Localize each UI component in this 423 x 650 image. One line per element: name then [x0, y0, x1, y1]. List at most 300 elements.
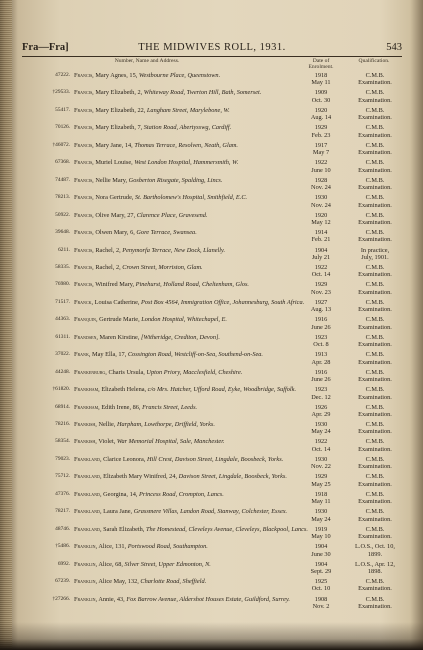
- entry-mark: †: [52, 90, 56, 96]
- entry-qualification: [342, 212, 408, 227]
- entry-date-day: Dec. 12: [311, 393, 331, 401]
- entry-number: [22, 351, 70, 358]
- entry-given-name: Rachel, 2,: [95, 246, 121, 254]
- entry-number: [22, 508, 70, 515]
- entry-given-name: May Ella, 17,: [92, 351, 127, 359]
- entry-qualification: [342, 421, 408, 436]
- entry-date-day: July 21: [311, 253, 331, 261]
- entry-date-day: Oct. 14: [311, 271, 331, 279]
- entry-qualification: [342, 351, 408, 366]
- entry-address: Thomas Terrace, Resolven, Neath, Glam.: [134, 141, 238, 149]
- entry-qualification: [342, 177, 408, 192]
- entry-surname: Francis,: [74, 246, 94, 254]
- entry-name-address: [74, 369, 316, 376]
- entry-address: War Memorial Hospital, Sale, Manchester.: [116, 438, 225, 446]
- entry-number: [22, 491, 70, 498]
- entry-address: Upton Priory, Macclesfield, Cheshire.: [146, 368, 243, 376]
- entry-surname: Francis,: [74, 176, 94, 184]
- column-header-name: Number, Name and Address.: [114, 58, 180, 64]
- entry-qualification-line2: Examination.: [358, 498, 392, 506]
- entry-date-year: 1930: [314, 455, 328, 463]
- entry-qualification-line2: Examination.: [358, 114, 392, 122]
- entry-address: Penymorfa Terrace, New Dock, Llanelly.: [122, 246, 226, 254]
- entry-surname: Frankenburg,: [74, 368, 107, 376]
- entry-date-year: 1918: [314, 72, 328, 79]
- entry-number: [22, 247, 70, 254]
- entry-number-value: 79023.: [55, 455, 70, 462]
- entry-qualification-line1: C.M.B.: [365, 490, 385, 498]
- entry-number-value: 61311.: [55, 333, 70, 340]
- entry-qualification: [342, 89, 408, 104]
- entry-qualification: [342, 159, 408, 174]
- entry-surname: Frankish,: [74, 438, 97, 446]
- entry-date: [303, 194, 339, 209]
- entry-number: [22, 421, 70, 428]
- entry-mark: †: [52, 142, 56, 148]
- entry-date: [303, 456, 339, 471]
- entry-qualification-line1: C.M.B.: [365, 421, 385, 428]
- entry-date-day: Oct. 30: [311, 96, 331, 104]
- entry-number: [22, 596, 70, 603]
- entry-surname: Franklin,: [74, 578, 98, 586]
- entry-number: [22, 89, 70, 96]
- entry-number-value: 67239.: [55, 578, 70, 585]
- entry-number-value: 58354.: [55, 438, 70, 445]
- entry-qualification-line2: Examination.: [358, 306, 392, 314]
- entry-number: [22, 142, 70, 149]
- entry-date: [303, 72, 339, 87]
- entry-address: Princess Road, Crompton, Lancs.: [139, 490, 224, 498]
- entry-name-address: [74, 107, 316, 114]
- entry-qualification-line2: Examination.: [358, 393, 392, 401]
- entry-name-address: [74, 124, 316, 131]
- entry-given-name: Laura Jane,: [103, 508, 133, 516]
- entry-date: [303, 473, 339, 488]
- entry-address: Hill Crest, Davison Street, Lingdale, Boosbeck, Yorks.: [147, 455, 284, 463]
- entry-qualification: [342, 142, 408, 157]
- entry-date: [303, 386, 339, 401]
- entry-date-year: 1925: [314, 578, 328, 586]
- entry-qualification: [342, 72, 408, 87]
- entry-date-year: 1904: [314, 560, 328, 568]
- column-header-qualification: Qualification.: [358, 58, 390, 64]
- entry-number: [22, 194, 70, 201]
- entry-date: [303, 159, 339, 174]
- entry-date-year: 1922: [314, 263, 328, 271]
- entry-qualification-line2: Examination.: [358, 410, 392, 418]
- entry-qualification-line1: C.M.B.: [365, 508, 385, 516]
- entry-name-address: [74, 89, 316, 96]
- entry-surname: Francis,: [74, 106, 94, 114]
- entry-address: Portswood Road, Southampton.: [127, 543, 208, 551]
- entry-date-day: Nov. 24: [311, 184, 331, 192]
- entry-date: [303, 124, 339, 139]
- entry-given-name: Alice May, 132,: [98, 578, 139, 586]
- entry-surname: Frankham,: [74, 386, 100, 394]
- entry-date-year: 1923: [314, 333, 328, 341]
- entry-qualification: [342, 596, 408, 611]
- entry-qualification-line1: C.M.B.: [365, 106, 385, 114]
- entry-date-day: June 26: [311, 376, 331, 384]
- entry-given-name: Muriel Louise,: [95, 159, 133, 167]
- entry-given-name: Georgina, 14,: [103, 490, 138, 498]
- entry-qualification-line1: C.M.B.: [365, 281, 385, 289]
- entry-address: London Hospital, Whitechapel, E.: [141, 316, 227, 324]
- entry-surname: Frankland,: [74, 525, 102, 533]
- entry-given-name: Mary Agnes, 15,: [95, 72, 138, 79]
- entry-number-value: 68914.: [55, 403, 70, 410]
- entry-surname: Frankish,: [74, 421, 97, 428]
- entry-date-year: 1908: [314, 595, 328, 603]
- entry-date: [303, 281, 339, 296]
- entry-date-year: 1929: [314, 473, 328, 481]
- entry-date-day: Nov. 2: [312, 602, 330, 610]
- entry-address: Post Box 4564, Immigration Office, Johannesburg, South Africa.: [141, 298, 305, 306]
- entry-address: Davison Street, Lingdale, Boosbeck, Yorks.: [178, 473, 287, 481]
- roll-entry: [22, 596, 406, 618]
- entry-given-name: Elizabeth Mary Winifred, 24,: [103, 473, 178, 481]
- entry-date: [303, 264, 339, 279]
- entry-date-year: 1926: [314, 403, 328, 411]
- entry-qualification-line2: Examination.: [358, 480, 392, 488]
- entry-surname: Franklin,: [74, 560, 98, 568]
- entry-name-address: [74, 299, 316, 306]
- entry-date: [303, 334, 339, 349]
- page-number: 543: [386, 42, 402, 53]
- entry-date-day: Aug. 13: [310, 306, 332, 314]
- entry-date-day: May 11: [311, 498, 331, 506]
- entry-qualification-line2: 1898.: [367, 568, 383, 575]
- entry-number: [22, 473, 70, 480]
- entry-date-day: June 30: [311, 550, 331, 558]
- entry-number: [22, 177, 70, 184]
- entry-date-year: 1916: [314, 316, 328, 324]
- entry-number-value: 47222.: [55, 72, 70, 78]
- entry-given-name: Gertrude Marie,: [99, 316, 140, 324]
- entry-qualification: [342, 369, 408, 384]
- entry-date-day: Aug. 14: [310, 114, 332, 122]
- entry-date-year: 1904: [314, 543, 328, 551]
- entry-given-name: Nellie Mary,: [95, 176, 128, 184]
- entry-name-address: [74, 72, 316, 79]
- entry-name-address: [74, 316, 316, 323]
- entry-qualification: [342, 473, 408, 488]
- entry-address: Gore Terrace, Swansea.: [136, 229, 197, 237]
- entry-name-address: [74, 142, 316, 149]
- entry-qualification-line2: Examination.: [358, 463, 392, 471]
- entry-address: [Witheridge, Crediton, Devon].: [141, 333, 220, 341]
- entry-number: [22, 386, 70, 393]
- entry-date: [303, 561, 339, 576]
- entry-qualification-line1: C.M.B.: [365, 298, 385, 306]
- entry-date-day: Nov. 24: [311, 201, 331, 209]
- entry-mark: †: [52, 387, 56, 393]
- entry-number-value: 50922.: [55, 211, 70, 218]
- entry-number-value: 75712.: [55, 473, 70, 480]
- entry-date-day: Feb. 21: [311, 236, 331, 244]
- entry-address: The Homestead, Cleveleys Avenue, Cleveleys, Blackpool, Lancs.: [145, 525, 308, 533]
- entry-date: [303, 351, 339, 366]
- entry-number: [22, 159, 70, 166]
- entry-name-address: [74, 194, 316, 201]
- entry-number: [22, 561, 70, 568]
- entry-date-year: 1920: [314, 106, 328, 114]
- entry-name-address: [74, 561, 316, 568]
- entry-qualification-line1: C.M.B.: [365, 368, 385, 376]
- entry-name-address: [74, 596, 316, 603]
- entry-date-year: 1928: [314, 176, 328, 184]
- entry-surname: Francis,: [74, 211, 94, 219]
- entry-name-address: [74, 247, 316, 254]
- entry-date: [303, 107, 339, 122]
- entry-date-day: Nov. 23: [311, 288, 331, 296]
- entry-surname: Francis,: [74, 194, 94, 202]
- entry-qualification: [342, 299, 408, 314]
- entry-qualification-line2: Examination.: [358, 184, 392, 192]
- entry-number-value: 46072.: [55, 141, 70, 148]
- entry-qualification: [342, 561, 408, 576]
- entry-name-address: [74, 159, 316, 166]
- entry-address: Gosberton Risegate, Spalding, Lincs.: [128, 176, 223, 184]
- entry-date-year: 1919: [314, 525, 328, 533]
- entry-address: Whiteway Road, Twerton Hill, Bath, Somerset.: [143, 89, 262, 97]
- entry-number-value: 71517.: [55, 298, 70, 305]
- entry-date-year: 1913: [314, 351, 328, 359]
- entry-date-year: 1918: [314, 490, 328, 498]
- entry-name-address: [74, 473, 316, 480]
- entry-name-address: [74, 421, 316, 428]
- entry-number: [22, 334, 70, 341]
- entry-qualification-line2: Examination.: [358, 358, 392, 366]
- entry-name-address: [74, 543, 316, 550]
- entry-date-year: 1930: [314, 508, 328, 516]
- entry-number: [22, 124, 70, 131]
- entry-surname: Francis,: [74, 141, 94, 149]
- entry-date-year: 1909: [314, 89, 328, 97]
- entry-address: St. Bartholomew's Hospital, Smithfield, E.C.: [135, 194, 248, 202]
- entry-qualification-line2: Examination.: [358, 271, 392, 279]
- entry-qualification-line2: Examination.: [358, 131, 392, 139]
- entry-qualification-line2: Examination.: [358, 376, 392, 384]
- entry-date: [303, 142, 339, 157]
- entry-date: [303, 543, 339, 558]
- entry-given-name: Mary Jane, 14,: [95, 141, 133, 149]
- entry-qualification-line1: C.M.B.: [365, 595, 385, 603]
- entry-number: [22, 404, 70, 411]
- entry-date: [303, 212, 339, 227]
- entry-qualification-line1: C.M.B.: [365, 229, 385, 237]
- entry-number: [22, 456, 70, 463]
- entry-date: [303, 316, 339, 331]
- entry-qualification-line2: Examination.: [358, 602, 392, 610]
- entry-qualification: [342, 578, 408, 593]
- entry-qualification-line2: Examination.: [358, 515, 392, 523]
- entry-qualification-line2: Examination.: [358, 323, 392, 331]
- entry-address: Harpham, Lowthorpe, Driffield, Yorks.: [116, 421, 215, 428]
- entry-qualification: [342, 124, 408, 139]
- entry-qualification-line2: Examination.: [358, 201, 392, 209]
- entry-qualification-line2: 1899.: [367, 550, 383, 558]
- entry-date-day: Oct. 14: [311, 445, 331, 453]
- entry-date-year: 1914: [314, 229, 328, 237]
- entry-date-year: 1930: [314, 194, 328, 202]
- entry-qualification-line2: Examination.: [358, 445, 392, 453]
- entry-address: Francis Street, Leeds.: [142, 403, 198, 411]
- entry-qualification: [342, 386, 408, 401]
- entry-number-value: 74487.: [55, 176, 70, 183]
- entry-date-year: 1922: [314, 159, 328, 167]
- entry-number-value: 70126.: [55, 124, 70, 131]
- entry-number-value: 27266.: [55, 595, 70, 602]
- entry-date-day: May 12: [311, 219, 331, 226]
- entry-number-value: 39648.: [55, 229, 70, 236]
- entry-given-name: Alice, 131,: [98, 543, 127, 551]
- entry-date-day: Apr. 28: [311, 358, 331, 366]
- entry-number: [22, 229, 70, 236]
- entry-address: Charlotte Road, Sheffield.: [140, 578, 207, 586]
- entry-name-address: [74, 264, 316, 271]
- entry-qualification: [342, 438, 408, 453]
- entry-date-day: Oct. 10: [311, 585, 331, 593]
- entry-qualification-line1: C.M.B.: [365, 316, 385, 324]
- entry-mark: †: [52, 596, 56, 602]
- entry-qualification: [342, 491, 408, 506]
- entry-given-name: Mary Elizabeth, 7,: [95, 124, 143, 132]
- entry-date: [303, 438, 339, 453]
- entry-qualification-line1: L.O.S., Oct. 10,: [355, 543, 395, 551]
- entry-given-name: Charis Ursula,: [108, 368, 145, 376]
- entry-name-address: [74, 281, 316, 288]
- entry-given-name: Maren Kirstine,: [99, 333, 140, 341]
- entry-number: [22, 264, 70, 271]
- entry-address: Silver Street, Upper Edmonton, N.: [124, 560, 211, 568]
- entry-number: [22, 369, 70, 376]
- entry-date-year: 1929: [314, 124, 328, 132]
- entry-qualification: [342, 508, 408, 523]
- entry-date-year: 1923: [314, 386, 328, 394]
- entry-surname: Franck,: [74, 298, 94, 306]
- entry-qualification-line1: C.M.B.: [365, 72, 385, 79]
- entry-surname: Frandsen,: [74, 333, 98, 341]
- entry-address: Westbourne Place, Queenstown.: [138, 72, 221, 79]
- entry-qualification-line1: L.O.S., Apr. 12,: [355, 560, 395, 568]
- entry-number-value: 76980.: [55, 281, 70, 288]
- entry-surname: Francis,: [74, 281, 94, 289]
- entry-date: [303, 596, 339, 611]
- entry-date-day: June 26: [311, 323, 331, 331]
- page-header: [22, 42, 402, 56]
- entry-given-name: Sarah Elizabeth,: [103, 525, 145, 533]
- entry-date-day: Sept. 29: [310, 568, 332, 575]
- entry-given-name: Mary Elizabeth, 22,: [95, 106, 146, 114]
- entry-given-name: Mary Elizabeth, 2,: [95, 89, 143, 97]
- entry-number-value: 61820.: [55, 386, 70, 393]
- entry-surname: Francis,: [74, 124, 94, 132]
- entry-name-address: [74, 351, 316, 358]
- entry-name-address: [74, 508, 316, 515]
- entry-number-value: 78217.: [55, 508, 70, 515]
- entry-date: [303, 508, 339, 523]
- entry-qualification: [342, 316, 408, 331]
- entry-given-name: Edith Irene, 86,: [101, 403, 141, 411]
- entry-date-day: Apr. 29: [311, 410, 331, 418]
- entry-number: [22, 578, 70, 585]
- entry-number-value: 67368.: [55, 159, 70, 166]
- entry-qualification-line1: C.M.B.: [365, 141, 385, 149]
- entry-qualification: [342, 526, 408, 541]
- entry-qualification-line1: C.M.B.: [365, 403, 385, 411]
- entry-given-name: Violet,: [98, 438, 116, 446]
- entry-qualification-line2: Examination.: [358, 585, 392, 593]
- entry-number-value: 78213.: [55, 194, 70, 201]
- entry-address: Crown Street, Morriston, Glam.: [122, 263, 203, 271]
- entry-date-day: June 10: [311, 166, 331, 174]
- entry-date: [303, 578, 339, 593]
- entry-number-value: 44248.: [55, 368, 70, 375]
- entry-number-value: 44363.: [55, 316, 70, 323]
- entry-qualification: [342, 543, 408, 558]
- entry-number: [22, 438, 70, 445]
- entry-surname: Franklin,: [74, 543, 98, 551]
- entry-surname: Frankland,: [74, 473, 102, 481]
- entry-qualification: [342, 456, 408, 471]
- entry-number: [22, 72, 70, 79]
- entry-number-value: 37022.: [55, 351, 70, 358]
- entry-address: Cossington Road, Westcliff-on-Sea, Southend-on-Sea.: [127, 351, 263, 359]
- entry-name-address: [74, 229, 316, 236]
- entry-number: [22, 281, 70, 288]
- entry-surname: Francis,: [74, 89, 94, 97]
- entry-date-year: 1927: [314, 298, 328, 306]
- entry-mark: †: [55, 544, 58, 550]
- entry-name-address: [74, 212, 316, 219]
- entry-address: Grassmere Villas, Landon Road, Stanway, Colchester, Essex.: [133, 508, 288, 516]
- entry-qualification-line1: C.M.B.: [365, 578, 385, 586]
- entry-number-value: 58335.: [55, 263, 70, 270]
- entry-date-year: 1929: [314, 281, 328, 289]
- entry-qualification-line1: C.M.B.: [365, 263, 385, 271]
- entry-date-year: 1930: [314, 421, 328, 428]
- entry-qualification-line2: Examination.: [358, 149, 392, 157]
- entry-qualification: [342, 334, 408, 349]
- entry-number: [22, 526, 70, 533]
- entry-given-name: Clarice Leonora,: [103, 455, 146, 463]
- entry-number-value: 6992.: [57, 560, 70, 567]
- entry-qualification-line1: C.M.B.: [365, 333, 385, 341]
- entry-number-value: 5486.: [57, 543, 70, 550]
- entry-qualification-line1: C.M.B.: [365, 211, 385, 219]
- entry-date-day: May 24: [311, 515, 331, 523]
- entry-given-name: Nellie,: [98, 421, 116, 428]
- entry-qualification: [342, 229, 408, 244]
- entry-qualification: [342, 404, 408, 419]
- entry-date: [303, 177, 339, 192]
- entry-address: Fox Barrow Avenue, Aldershot Houses Estate, Guildford, Surrey.: [126, 595, 290, 603]
- entry-name-address: [74, 386, 316, 393]
- entry-date-day: Nov. 22: [311, 463, 331, 471]
- entry-date: [303, 369, 339, 384]
- entry-given-name: Winifred Mary,: [95, 281, 135, 289]
- entry-surname: Frankham,: [74, 403, 100, 411]
- entry-date-day: May 7: [312, 149, 330, 157]
- entry-qualification-line1: C.M.B.: [365, 455, 385, 463]
- entry-date-day: May 10: [311, 533, 331, 541]
- entry-qualification-line2: Examination.: [358, 533, 392, 541]
- entry-address: Langham Street, Marylebone, W.: [146, 106, 230, 114]
- entry-name-address: [74, 491, 316, 498]
- entry-given-name: Olive Mary, 27,: [95, 211, 136, 219]
- entry-qualification-line1: C.M.B.: [365, 159, 385, 167]
